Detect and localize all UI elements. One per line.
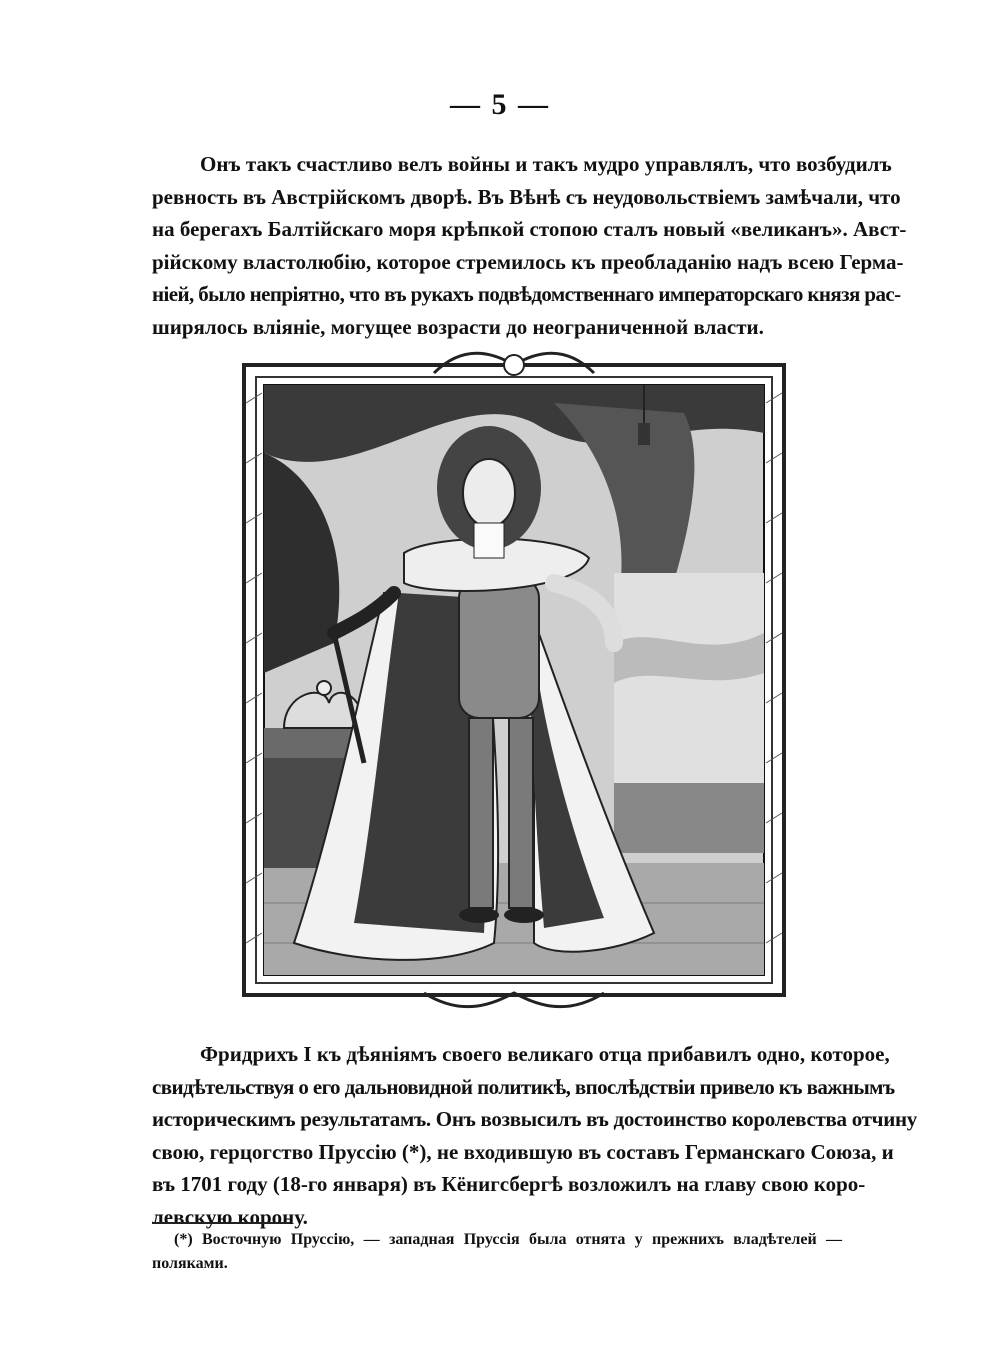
paragraph-line: рійскому властолюбію, которое стремилось къ преобладанію надъ всею Герма- [152, 249, 904, 274]
paragraph-line: ревность въ Австрійскомъ дворѣ. Въ Вѣнѣ съ неудовольствіемъ замѣчали, что [152, 184, 901, 209]
portrait-engraving [234, 343, 794, 1018]
footnote-divider [152, 1222, 290, 1224]
paragraph-line: свидѣтельствуя о его дальновидной политикѣ, впослѣдствіи привело къ важнымъ [152, 1074, 895, 1099]
paragraph-line: свою, герцогство Пруссію (*), не входившую въ составъ Германскаго Союза, и [152, 1139, 894, 1164]
paragraph-line: ніей, было непріятно, что въ рукахъ подвѣдомственнаго императорскаго князя рас- [152, 282, 901, 306]
footnote-line: поляками. [152, 1255, 228, 1272]
paragraph-line: левскую корону. [152, 1204, 308, 1229]
paragraph-line: ширялось вліяніе, могущее возрасти до неограниченной власти. [152, 314, 764, 339]
paragraph-line: Онъ такъ счастливо велъ войны и такъ мудро управлялъ, что возбудилъ [200, 152, 892, 176]
paragraph-line: историческимъ результатамъ. Онъ возвысилъ въ достоинство королевства отчину [152, 1107, 917, 1131]
footnote-line: (*) Восточную Пруссію, — западная Пруссія была отнята у прежнихъ владѣтелей — [174, 1231, 842, 1248]
engraved-portrait-icon [234, 343, 794, 1018]
paragraph-2 [152, 1038, 917, 1233]
page-number: — 5 — [450, 88, 550, 121]
paragraph-line: Фридрихъ I къ дѣяніямъ своего великаго отца прибавилъ одно, которое, [200, 1042, 890, 1066]
paragraph-line: на берегахъ Балтійскаго моря крѣпкой стопою сталъ новый «великанъ». Авст- [152, 217, 907, 241]
footnote [152, 1228, 842, 1276]
paragraph-line: въ 1701 году (18-го января) въ Кёнигсбергѣ возложилъ на главу свою коро- [152, 1172, 866, 1196]
paragraph-1 [152, 148, 907, 343]
